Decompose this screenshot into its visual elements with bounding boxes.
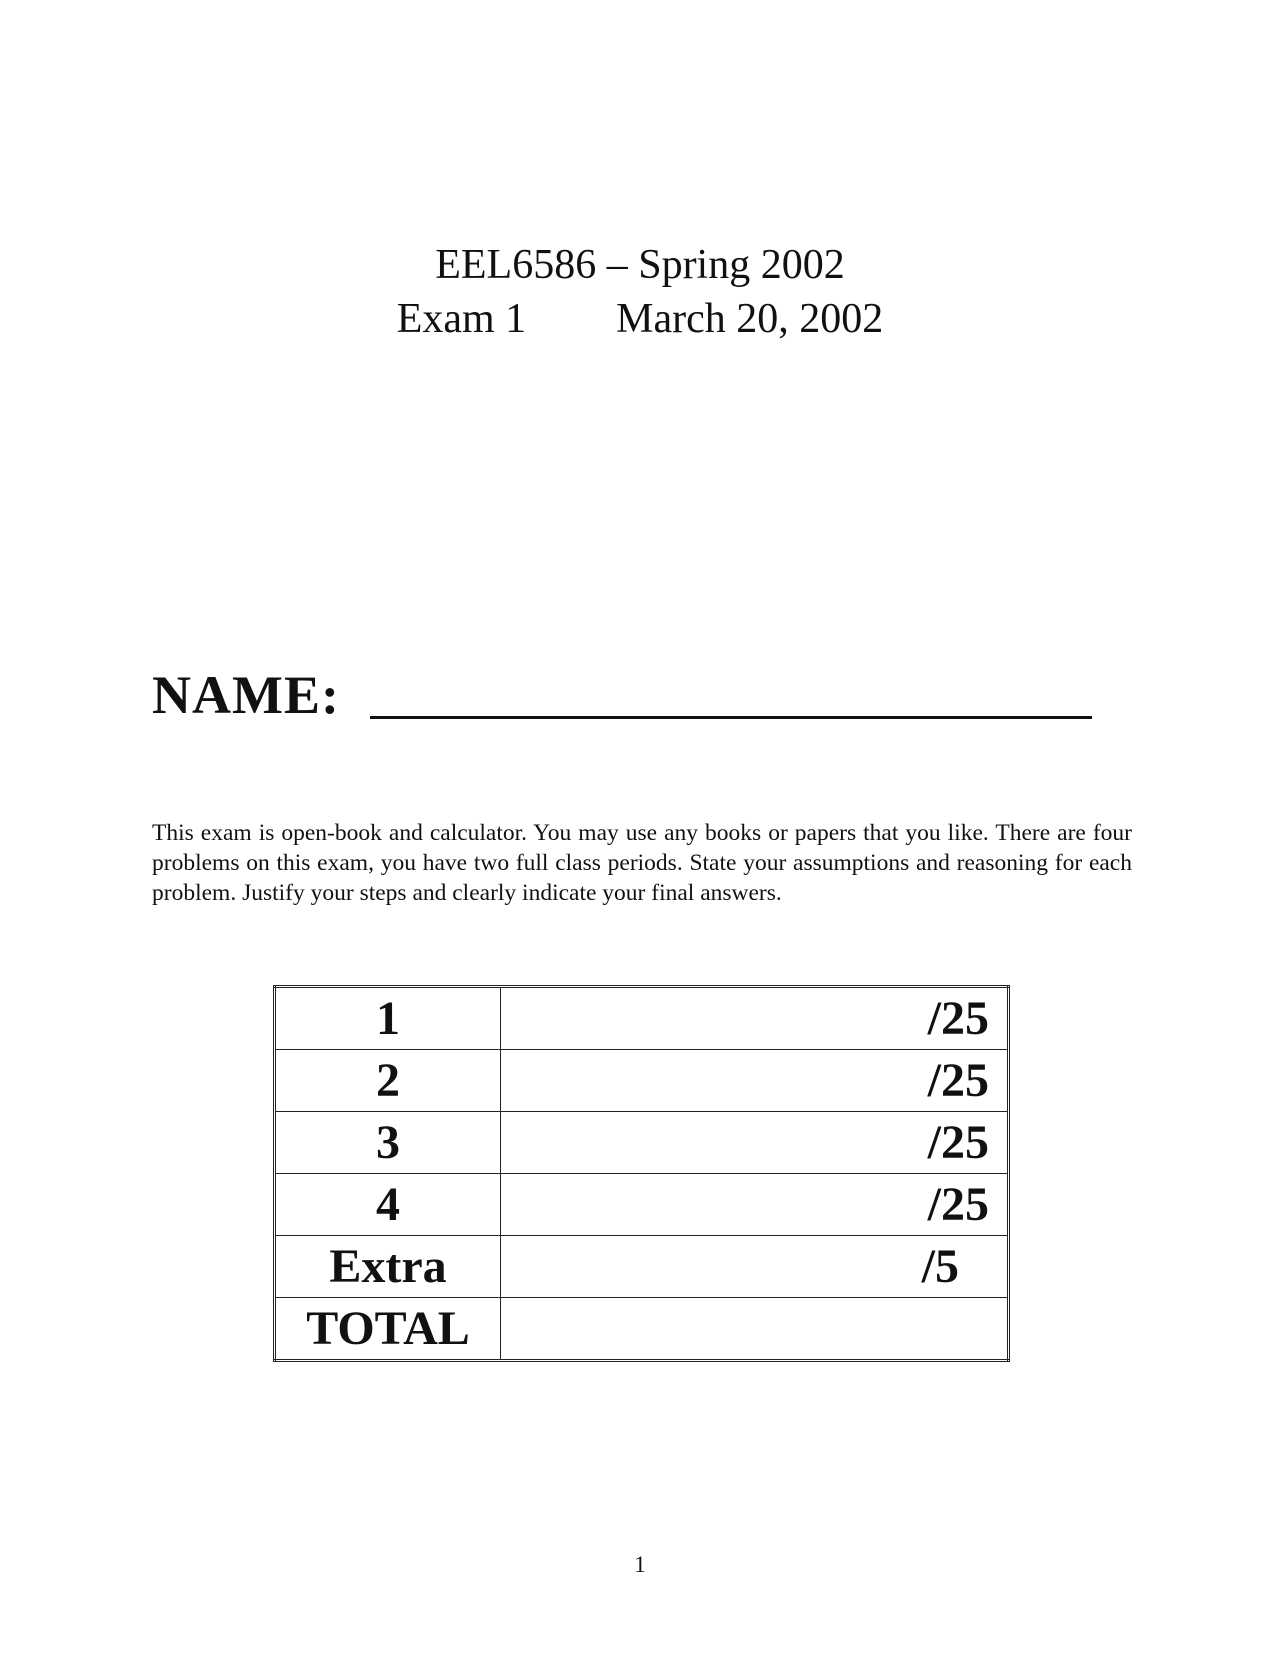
problem-label: TOTAL xyxy=(275,1298,501,1361)
exam-label: Exam 1 xyxy=(396,296,527,342)
problem-label: Extra xyxy=(275,1236,501,1298)
problem-label: 3 xyxy=(275,1112,501,1174)
table-row xyxy=(275,1236,1009,1298)
table-row xyxy=(275,1298,1009,1361)
score-max: /5 xyxy=(501,1236,1009,1298)
name-field xyxy=(152,660,1092,730)
score-max: /25 xyxy=(501,1050,1009,1112)
exam-header xyxy=(0,238,1280,346)
problem-label: 4 xyxy=(275,1174,501,1236)
table-row xyxy=(275,1050,1009,1112)
exam-info xyxy=(0,292,1280,346)
exam-instructions: This exam is open-book and calculator. You may use any books or papers that you like. There are four problems on this exam, you have two full class periods. State your assumptions and reasoning for each problem. Justify your steps and clearly indicate your final answers. xyxy=(152,820,1132,906)
exam-date: March 20, 2002 xyxy=(616,296,884,342)
score-max: /25 xyxy=(501,1112,1009,1174)
score-table xyxy=(273,985,1010,1362)
name-label: NAME: xyxy=(152,665,340,725)
score-max: /25 xyxy=(501,987,1009,1050)
course-title: EEL6586 – Spring 2002 xyxy=(435,242,845,288)
table-row xyxy=(275,1112,1009,1174)
name-blank-line[interactable] xyxy=(370,716,1092,719)
problem-label: 2 xyxy=(275,1050,501,1112)
page-number: 1 xyxy=(634,1552,646,1577)
problem-label: 1 xyxy=(275,987,501,1050)
score-max: /25 xyxy=(501,1174,1009,1236)
table-row xyxy=(275,987,1009,1050)
table-row xyxy=(275,1174,1009,1236)
score-max xyxy=(501,1298,1009,1361)
